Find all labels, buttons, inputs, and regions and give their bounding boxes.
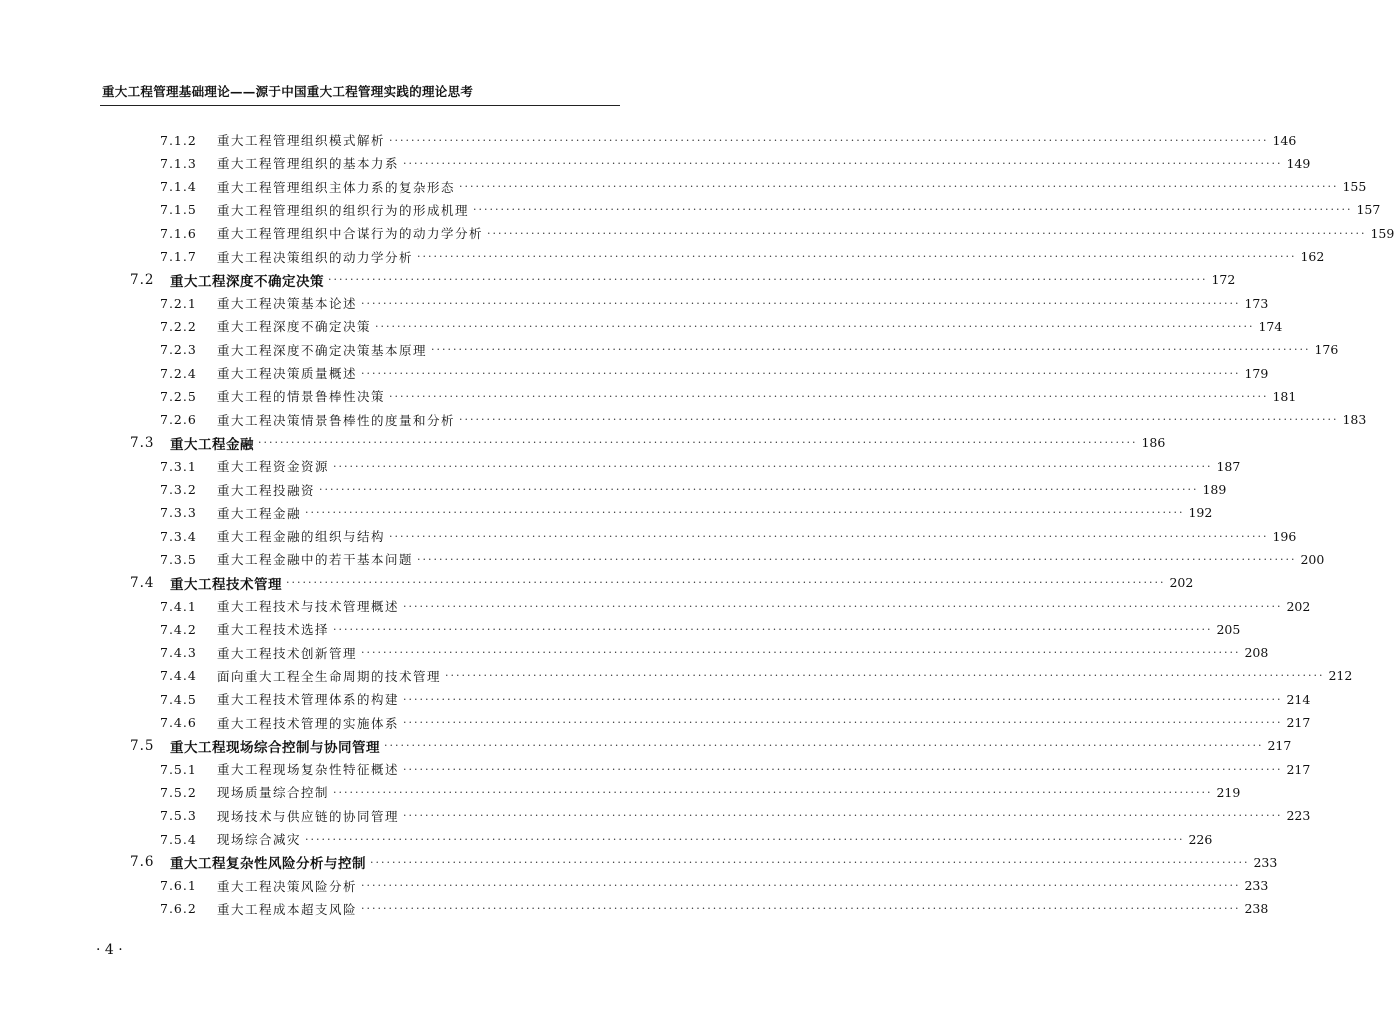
toc-entry-title: 重大工程现场综合控制与协同管理 bbox=[170, 739, 380, 756]
toc-entry-title: 重大工程管理组织中合谋行为的动力学分析 bbox=[217, 226, 484, 242]
toc-entry-title: 重大工程现场复杂性特征概述 bbox=[217, 762, 400, 778]
toc-subsection-entry[interactable] bbox=[160, 152, 1311, 174]
toc-entry-number: 7.1.2 bbox=[160, 132, 197, 148]
toc-entry-title: 重大工程决策质量概述 bbox=[217, 366, 358, 381]
toc-entry-number: 7.6.1 bbox=[160, 878, 197, 894]
dot-leader: ································································································································································ bbox=[445, 669, 1325, 683]
toc-entry-number: 7.4.3 bbox=[160, 645, 197, 661]
toc-subsection-entry[interactable] bbox=[160, 688, 1311, 710]
toc-entry-number: 7.2.6 bbox=[160, 412, 197, 428]
toc-entry-number: 7.4 bbox=[130, 574, 155, 591]
toc-entry-page: 217 bbox=[1286, 761, 1311, 777]
toc-entry-page: 217 bbox=[1267, 738, 1292, 754]
toc-subsection-entry[interactable] bbox=[160, 898, 1269, 920]
dot-leader: ································································································································································ bbox=[403, 156, 1283, 170]
toc-entry-page: 200 bbox=[1300, 551, 1325, 567]
dot-leader: ································································································································································ bbox=[333, 459, 1213, 473]
toc-entry-number: 7.2.5 bbox=[160, 388, 197, 404]
toc-entry-number: 7.1.5 bbox=[160, 202, 197, 218]
toc-entry-page: 174 bbox=[1258, 318, 1283, 334]
dot-leader: ································································································································································ bbox=[403, 599, 1283, 613]
toc-entry-page: 202 bbox=[1286, 598, 1311, 614]
toc-entry-title: 面向重大工程全生命周期的技术管理 bbox=[217, 668, 442, 684]
dot-leader: ································································································································································ bbox=[459, 180, 1339, 194]
dot-leader: ································································································································································ bbox=[389, 133, 1269, 147]
toc-entry-page: 205 bbox=[1216, 621, 1241, 637]
toc-entry-title: 重大工程复杂性风险分析与控制 bbox=[170, 856, 366, 873]
toc-entry-number: 7.6.2 bbox=[160, 901, 197, 917]
toc-entry-title: 重大工程管理组织模式解析 bbox=[217, 133, 386, 148]
toc-subsection-entry[interactable] bbox=[160, 455, 1241, 477]
toc-entry-title: 重大工程技术管理的实施体系 bbox=[217, 715, 400, 731]
toc-entry-page: 219 bbox=[1216, 784, 1241, 800]
toc-entry-number: 7.5 bbox=[130, 737, 155, 754]
dot-leader: ································································································································································ bbox=[286, 576, 1166, 590]
toc-entry-page: 157 bbox=[1356, 202, 1381, 218]
toc-subsection-entry[interactable] bbox=[160, 362, 1269, 384]
toc-entry-page: 196 bbox=[1272, 528, 1297, 544]
dot-leader: ································································································································································ bbox=[417, 250, 1297, 263]
dot-leader: ································································································································································ bbox=[328, 273, 1208, 287]
toc-entry-number: 7.1.4 bbox=[160, 179, 197, 195]
toc-entry-title: 重大工程技术管理体系的构建 bbox=[217, 692, 400, 708]
dot-leader: ································································································································································ bbox=[333, 622, 1213, 636]
toc-entry-number: 7.2 bbox=[130, 271, 155, 288]
toc-entry-title: 重大工程决策情景鲁棒性的度量和分析 bbox=[217, 412, 456, 428]
dot-leader: ································································································································································ bbox=[305, 506, 1185, 520]
toc-entry-number: 7.4.6 bbox=[160, 715, 197, 730]
toc-entry-page: 186 bbox=[1141, 435, 1166, 451]
toc-subsection-entry[interactable] bbox=[160, 665, 1353, 687]
toc-entry-number: 7.4.1 bbox=[160, 598, 197, 614]
toc-entry-title: 现场综合减灾 bbox=[217, 832, 302, 847]
toc-entry-number: 7.1.3 bbox=[160, 155, 197, 171]
toc-entry-title: 重大工程深度不确定决策 bbox=[217, 319, 372, 335]
toc-entry-title: 重大工程金融中的若干基本问题 bbox=[217, 552, 414, 568]
toc-entry-title: 重大工程技术选择 bbox=[217, 622, 330, 638]
toc-entry-title: 重大工程决策风险分析 bbox=[217, 878, 358, 894]
toc-entry-number: 7.2.1 bbox=[160, 295, 197, 311]
dot-leader: ································································································································································ bbox=[375, 319, 1255, 333]
toc-subsection-entry[interactable] bbox=[160, 339, 1339, 361]
toc-section-entry[interactable] bbox=[130, 269, 1236, 291]
toc-subsection-entry[interactable] bbox=[160, 246, 1325, 268]
toc-entry-page: 176 bbox=[1314, 342, 1339, 358]
toc-entry-number: 7.2.3 bbox=[160, 342, 197, 358]
toc-entry-page: 223 bbox=[1286, 808, 1311, 824]
toc-subsection-entry[interactable] bbox=[160, 618, 1241, 640]
toc-entry-page: 212 bbox=[1328, 668, 1353, 684]
toc-entry-page: 202 bbox=[1169, 575, 1194, 591]
toc-entry-number: 7.3 bbox=[130, 434, 155, 451]
toc-entry-number: 7.4.4 bbox=[160, 668, 197, 684]
toc-subsection-entry[interactable] bbox=[160, 712, 1311, 734]
dot-leader: ································································································································································ bbox=[361, 366, 1241, 380]
toc-entry-number: 7.5.3 bbox=[160, 808, 197, 824]
dot-leader: ································································································································································ bbox=[333, 785, 1213, 799]
toc-entry-title: 重大工程决策基本论述 bbox=[217, 296, 358, 312]
toc-entry-title: 重大工程资金资源 bbox=[217, 459, 330, 475]
toc-entry-number: 7.3.2 bbox=[160, 482, 197, 497]
toc-subsection-entry[interactable] bbox=[160, 525, 1297, 547]
toc-entry-page: 226 bbox=[1188, 831, 1213, 847]
page-number: · 4 · bbox=[96, 942, 123, 958]
toc-section-entry[interactable] bbox=[130, 432, 1166, 454]
toc-entry-title: 重大工程决策组织的动力学分析 bbox=[217, 249, 414, 265]
dot-leader: ································································································································································ bbox=[361, 646, 1241, 660]
toc-entry-title: 重大工程管理组织的基本力系 bbox=[217, 156, 400, 172]
dot-leader: ································································································································································ bbox=[361, 296, 1241, 310]
dot-leader: ································································································································································ bbox=[403, 716, 1283, 729]
toc-entry-page: 149 bbox=[1286, 155, 1311, 171]
dot-leader: ································································································································································ bbox=[403, 762, 1283, 776]
toc-entry-page: 238 bbox=[1244, 901, 1269, 917]
dot-leader: ································································································································································ bbox=[403, 692, 1283, 706]
toc-entry-number: 7.5.4 bbox=[160, 831, 197, 847]
toc-entry-page: 214 bbox=[1286, 691, 1311, 707]
toc-entry-title: 重大工程投融资 bbox=[217, 482, 316, 498]
toc-entry-page: 155 bbox=[1342, 179, 1367, 195]
toc-entry-page: 179 bbox=[1244, 365, 1269, 381]
toc-entry-page: 233 bbox=[1244, 878, 1269, 894]
toc-subsection-entry[interactable] bbox=[160, 292, 1269, 314]
toc-entry-page: 189 bbox=[1202, 482, 1227, 497]
toc-subsection-entry[interactable] bbox=[160, 828, 1213, 850]
toc-entry-title: 重大工程深度不确定决策基本原理 bbox=[217, 342, 428, 358]
toc-entry-page: 183 bbox=[1342, 412, 1367, 428]
toc-entry-page: 173 bbox=[1244, 295, 1269, 311]
dot-leader: ································································································································································ bbox=[473, 203, 1353, 217]
toc-entry-title: 重大工程成本超支风险 bbox=[217, 901, 358, 917]
toc-entry-page: 181 bbox=[1272, 388, 1297, 404]
toc-subsection-entry[interactable] bbox=[160, 385, 1297, 407]
toc-subsection-entry[interactable] bbox=[160, 479, 1227, 501]
toc-entry-number: 7.3.5 bbox=[160, 551, 197, 567]
toc-entry-number: 7.5.1 bbox=[160, 761, 197, 777]
toc-entry-title: 重大工程管理组织主体力系的复杂形态 bbox=[217, 179, 456, 195]
dot-leader: ································································································································································ bbox=[403, 809, 1283, 823]
dot-leader: ································································································································································ bbox=[417, 552, 1297, 566]
dot-leader: ································································································································································ bbox=[361, 902, 1241, 916]
dot-leader: ································································································································································ bbox=[459, 413, 1339, 427]
toc-subsection-entry[interactable] bbox=[160, 875, 1269, 897]
toc-subsection-entry[interactable] bbox=[160, 781, 1241, 803]
toc-entry-number: 7.6 bbox=[130, 854, 155, 871]
toc-entry-title: 重大工程金融 bbox=[217, 505, 302, 521]
toc-subsection-entry[interactable] bbox=[160, 758, 1311, 780]
toc-entry-number: 7.3.4 bbox=[160, 528, 197, 544]
toc-subsection-entry[interactable] bbox=[160, 199, 1381, 221]
toc-subsection-entry[interactable] bbox=[160, 222, 1394, 244]
toc-entry-title: 重大工程深度不确定决策 bbox=[170, 273, 324, 290]
toc-entry-number: 7.2.2 bbox=[160, 318, 197, 334]
toc-entry-title: 重大工程技术创新管理 bbox=[217, 645, 358, 661]
dot-leader: ································································································································································ bbox=[319, 483, 1199, 496]
dot-leader: ································································································································································ bbox=[389, 529, 1269, 543]
toc-subsection-entry[interactable] bbox=[160, 409, 1367, 431]
dot-leader: ································································································································································ bbox=[258, 436, 1138, 450]
toc-entry-page: 172 bbox=[1211, 272, 1236, 288]
dot-leader: ································································································································································ bbox=[305, 832, 1185, 846]
toc-entry-page: 162 bbox=[1300, 249, 1325, 264]
toc-entry-number: 7.4.5 bbox=[160, 691, 197, 707]
toc-entry-number: 7.3.3 bbox=[160, 505, 197, 521]
toc-entry-title: 现场质量综合控制 bbox=[217, 785, 330, 801]
header-rule bbox=[100, 105, 620, 106]
toc-entry-number: 7.3.1 bbox=[160, 458, 197, 474]
toc-section-entry[interactable] bbox=[130, 735, 1292, 757]
dot-leader: ································································································································································ bbox=[431, 343, 1311, 357]
toc-entry-page: 217 bbox=[1286, 715, 1311, 730]
toc-subsection-entry[interactable] bbox=[160, 315, 1283, 337]
toc-subsection-entry[interactable] bbox=[160, 129, 1297, 151]
toc-section-entry[interactable] bbox=[130, 851, 1278, 873]
toc-entry-page: 159 bbox=[1370, 225, 1394, 241]
toc-entry-title: 重大工程金融的组织与结构 bbox=[217, 529, 386, 545]
toc-entry-page: 146 bbox=[1272, 132, 1297, 148]
running-header: 重大工程管理基础理论——源于中国重大工程管理实践的理论思考 bbox=[102, 84, 474, 99]
toc-entry-number: 7.2.4 bbox=[160, 365, 197, 381]
toc-subsection-entry[interactable] bbox=[160, 176, 1367, 198]
toc-entry-title: 现场技术与供应链的协同管理 bbox=[217, 808, 400, 824]
toc-entry-number: 7.5.2 bbox=[160, 784, 197, 800]
dot-leader: ································································································································································ bbox=[389, 389, 1269, 403]
toc-entry-page: 233 bbox=[1253, 854, 1278, 870]
toc-subsection-entry[interactable] bbox=[160, 548, 1325, 570]
toc-section-entry[interactable] bbox=[130, 572, 1194, 594]
toc-entry-page: 192 bbox=[1188, 505, 1213, 521]
toc-entry-title: 重大工程管理组织的组织行为的形成机理 bbox=[217, 202, 470, 218]
dot-leader: ································································································································································ bbox=[384, 739, 1264, 753]
toc-entry-title: 重大工程技术与技术管理概述 bbox=[217, 599, 400, 614]
toc-entry-page: 187 bbox=[1216, 458, 1241, 474]
dot-leader: ································································································································································ bbox=[487, 226, 1367, 240]
toc-entry-title: 重大工程金融 bbox=[170, 436, 254, 453]
toc-subsection-entry[interactable] bbox=[160, 502, 1213, 524]
toc-subsection-entry[interactable] bbox=[160, 595, 1311, 617]
toc-subsection-entry[interactable] bbox=[160, 642, 1269, 664]
dot-leader: ································································································································································ bbox=[370, 855, 1250, 869]
toc-entry-number: 7.1.6 bbox=[160, 225, 197, 241]
toc-entry-title: 重大工程的情景鲁棒性决策 bbox=[217, 389, 386, 405]
toc-entry-number: 7.1.7 bbox=[160, 249, 197, 264]
dot-leader: ································································································································································ bbox=[361, 879, 1241, 893]
toc-entry-page: 208 bbox=[1244, 645, 1269, 661]
toc-subsection-entry[interactable] bbox=[160, 805, 1311, 827]
toc-entry-title: 重大工程技术管理 bbox=[170, 576, 282, 593]
toc-entry-number: 7.4.2 bbox=[160, 621, 197, 637]
